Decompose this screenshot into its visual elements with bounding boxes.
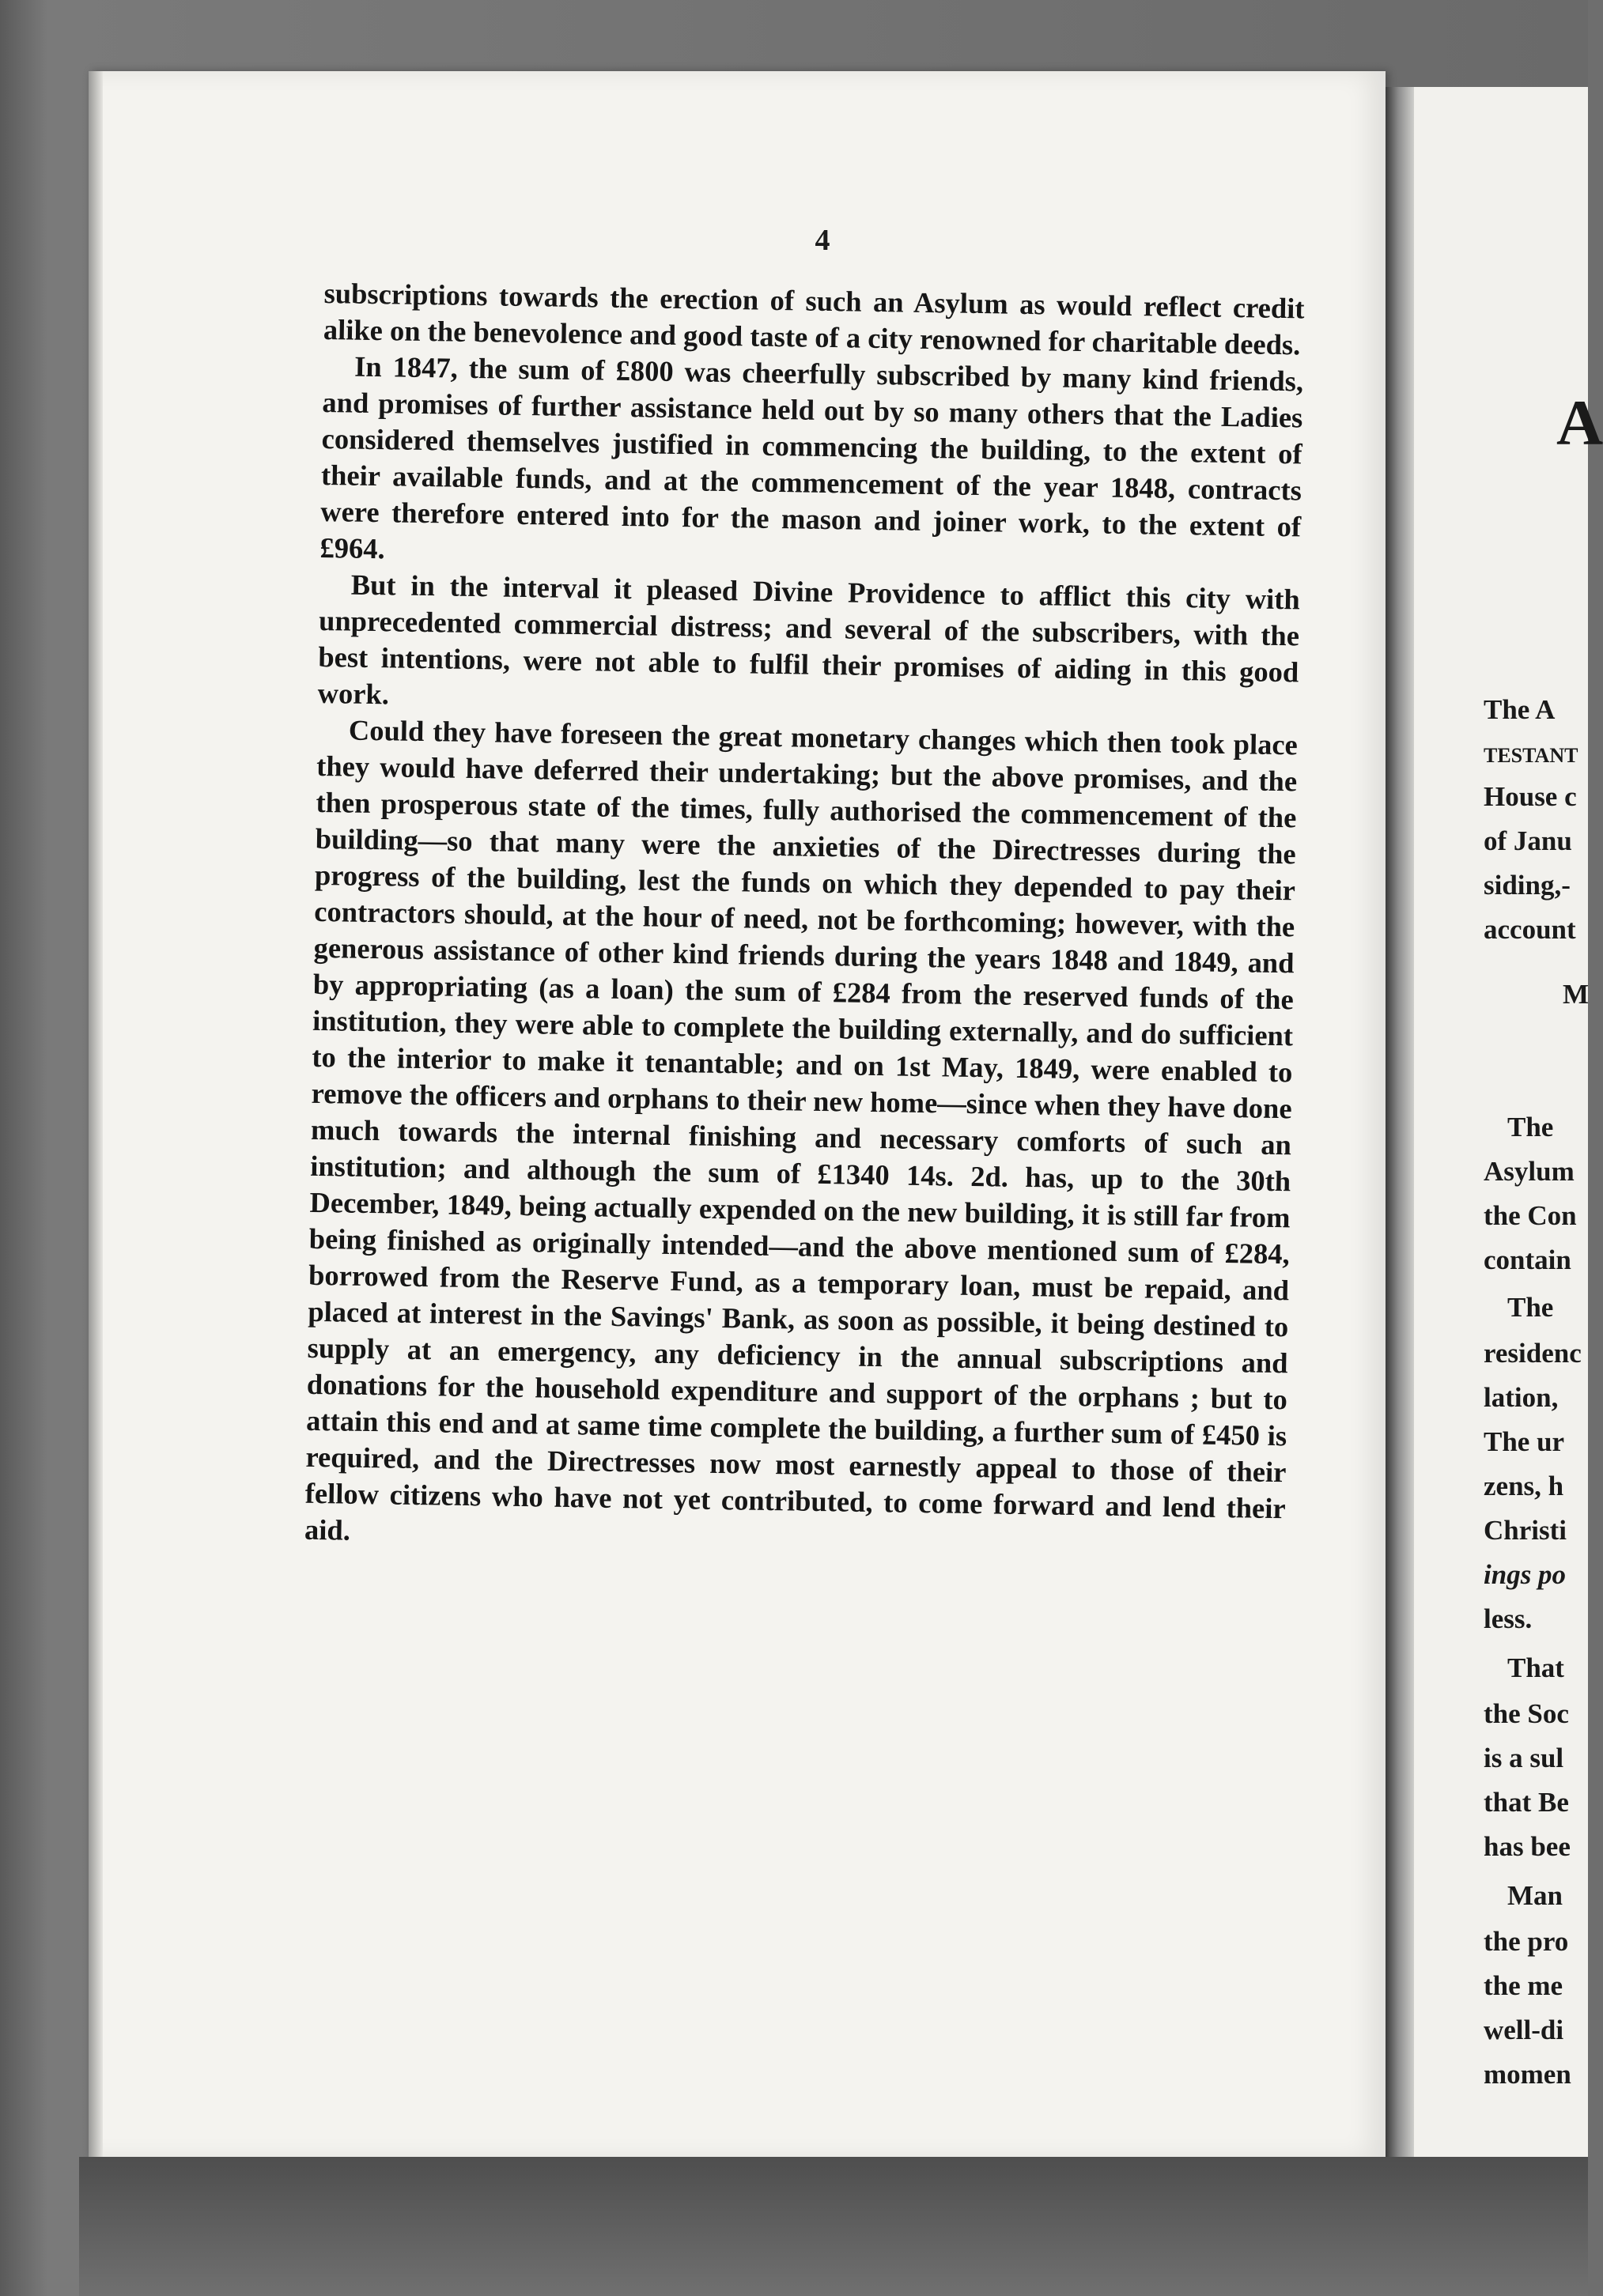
right-line: zens, h bbox=[1484, 1471, 1564, 1501]
paragraph: subscriptions towards the erection of such an Asylum as would reflect credit alike on the benevolence and good taste of a city renowned for charitable deeds. bbox=[323, 276, 1305, 361]
right-line: Christi bbox=[1484, 1515, 1567, 1546]
paragraph: In 1847, the sum of £800 was cheerfully subscribed by many kind friends, and promises of further assistance held out by so many others that the Ladies considered themselves justified in commencing the building, to the extent of their available funds, and at the commencement of the year 1848, contracts were therefore entered into for the mason and joiner work, to the extent of £964. bbox=[319, 349, 1304, 565]
right-page-heading: A bbox=[1556, 387, 1603, 459]
right-line: The ur bbox=[1484, 1426, 1565, 1457]
paragraph: Could they have foreseen the great monetary changes which then took place they would have deferred their undertaking; but the above promises, and the then prosperous state of the times, fully authorised the commencement of the building—so that many were the anxieties of the Directresses during the progress of the building, lest the funds on which they depended to pay their contractors should, at the hour of need, not be forthcoming; however, with the generous assistance of other kind friends during the years 1848 and 1849, and by appropriating (as a loan) the sum of £284 from the reserved funds of the institution, they were able to complete the building externally, and do sufficient to the interior to make it tenantable; and on 1st May, 1849, were enabled to remove the officers and orphans to their new home—since when they have done much towards the internal finishing and necessary comforts of such an institution; and although the sum of £1340 14s. 2d. has, up to the 30th December, 1849, being actually expended on the new building, it is still far from being finished as originally intended—and the above mentioned sum of £284, borrowed from the Reserve Fund, as a temporary loan, must be repaid, and placed at interest in the Savings' Bank, as soon as possible, it being destined to supply at an emergency, any deficiency in the annual subscriptions and donations for the household expenditure and support of the orphans ; but to attain this end and at same time complete the building, a further sum of £450 is required, and the Directresses now most earnestly appeal to those of their fellow citizens who have not yet contributed, to come forward and lend their aid. bbox=[304, 713, 1299, 1546]
right-line: the Soc bbox=[1484, 1698, 1569, 1729]
paragraph: But in the interval it pleased Divine Providence to afflict this city with unprecedented commercial distress; and several of the subscribers, with the best intentions, were not able to fulfil their promises of aiding in this good work. bbox=[317, 568, 1301, 711]
right-line: the Con bbox=[1484, 1200, 1577, 1231]
right-line: of Janu bbox=[1484, 825, 1572, 856]
scan-bottom-edge bbox=[79, 2157, 1588, 2296]
right-line: the pro bbox=[1484, 1926, 1569, 1957]
right-line: contain bbox=[1484, 1244, 1571, 1275]
page-number: 4 bbox=[815, 224, 830, 257]
body-text bbox=[304, 275, 1305, 1563]
right-line: that Be bbox=[1484, 1787, 1569, 1818]
right-line: has bee bbox=[1484, 1831, 1571, 1862]
right-line: The bbox=[1507, 1292, 1554, 1323]
right-line: M bbox=[1563, 979, 1590, 1010]
right-line: the me bbox=[1484, 1970, 1563, 2001]
right-line: The A bbox=[1484, 694, 1556, 725]
right-line: lation, bbox=[1484, 1382, 1559, 1413]
book-gutter bbox=[1386, 87, 1414, 2158]
right-line: is a sul bbox=[1484, 1743, 1564, 1773]
right-line: ings po bbox=[1484, 1559, 1567, 1590]
right-line: account bbox=[1484, 914, 1576, 945]
right-line: The bbox=[1507, 1112, 1554, 1142]
right-line: well-di bbox=[1484, 2015, 1564, 2045]
right-line: momen bbox=[1484, 2059, 1571, 2090]
right-line: TESTANT bbox=[1484, 744, 1578, 767]
right-line: House c bbox=[1484, 781, 1577, 812]
right-line: siding,- bbox=[1484, 870, 1571, 901]
right-line: Asylum bbox=[1484, 1156, 1575, 1187]
right-line: residenc bbox=[1484, 1338, 1582, 1369]
right-line: That bbox=[1507, 1652, 1564, 1683]
right-line: less. bbox=[1484, 1603, 1533, 1634]
right-line: Man bbox=[1507, 1880, 1563, 1911]
